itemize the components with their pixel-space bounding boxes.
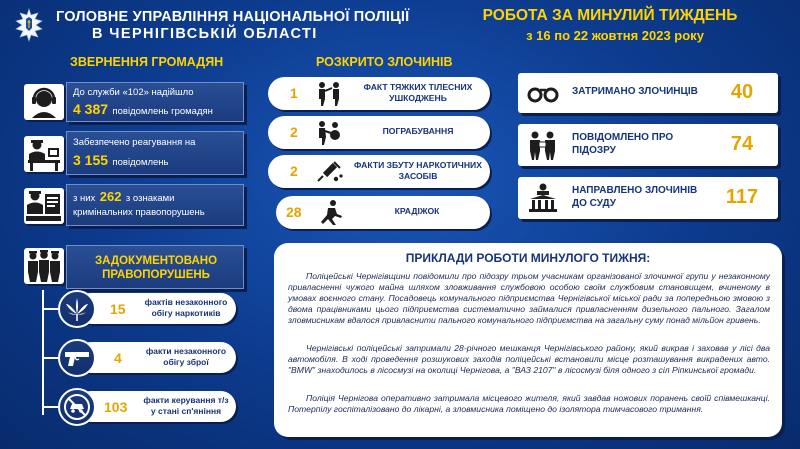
documented-item-1 [76,293,236,324]
documented-1-icon-circle [58,290,96,328]
appeal-1-value: 4 387 [73,101,109,117]
documented-item-2 [76,342,236,373]
stat-detained-label: ЗАТРИМАНО ЗЛОЧИНЦІВ [572,86,698,97]
documented-1-label: фактів незаконного обігу наркотиків [144,297,228,318]
stat-suspicion-value: 74 [730,133,754,155]
solved-item-1 [268,77,490,110]
police-report-icon [24,188,64,224]
solved-item-4 [276,196,490,229]
stat-card-detained [518,73,778,113]
handcuffs-icon [526,78,560,108]
assault-icon [314,80,344,107]
appeal-1-post: повідомлень громадян [112,106,213,117]
org-title-line2: В ЧЕРНІГІВСЬКІЙ ОБЛАСТІ [92,26,318,42]
documented-title: ЗАДОКУМЕНТОВАНО ПРАВОПОРУШЕНЬ [94,255,218,281]
stat-card-court [518,177,778,219]
stat-suspicion-label: ПОВІДОМЛЕНО ПРО ПІДОЗРУ [572,132,674,156]
documented-3-icon-circle [58,388,96,426]
solved-item-3 [268,155,490,188]
documented-2-label: факти незаконного обігу зброї [145,346,227,367]
appeal-2-post: повідомлень [112,157,169,168]
appeals-title: ЗВЕРНЕННЯ ГРОМАДЯН [70,55,224,69]
appeal-2-pre: Забезпечено реагування на [73,137,196,148]
appeal-3-post-b: кримінальних правопорушень [73,207,205,218]
solved-4-label: КРАДІЖОК [394,206,440,216]
solved-1-value: 1 [290,85,298,101]
example-paragraph-1: Поліцейські Чернігівщини повідомили про підозру трьом учасникам організованої злочинної групи у незаконному привласненні чужого майна шляхом зловживання службовою особою своїм службовим становищем, вчиненому в умовах воєнного стану. Посадовець комунального підприємства Чернігівської міської ради за попередньою змовою з двома працівниками цього підприємства систематично займалися привласненням дизельного пального. Загалом зловмисникам вдалося привласнити пального комунального підприємства на загальну суму понад мільйон гривень. [288,271,770,325]
drunk-driving-icon [60,390,94,424]
appeal-card-2 [66,131,244,175]
documented-2-value: 4 [114,350,122,366]
appeal-icon-box-3 [24,188,64,224]
appeal-3-value: 262 [99,189,122,204]
documented-1-value: 15 [110,301,126,317]
org-title-line1: ГОЛОВНЕ УПРАВЛІННЯ НАЦІОНАЛЬНОЇ ПОЛІЦІЇ [56,9,410,25]
example-paragraph-3: Поліція Чернігова оперативно затримала місцевого жителя, який завдав ножових поранень своїй співмешканці. Потерпілу госпіталізовано до лікарні, а зловмисника поміщено до ізолятора тимчасового тримання. [288,393,770,414]
solved-1-label: ФАКТ ТЯЖКИХ ТІЛЕСНИХ УШКОДЖЕНЬ [363,82,473,103]
robbery-icon [314,119,344,146]
stat-detained-value: 40 [730,81,754,103]
stat-card-suspicion [518,124,778,166]
documented-item-3 [76,391,236,422]
solved-2-value: 2 [290,124,298,140]
examples-box [274,243,782,437]
solved-3-label: ФАКТИ ЗБУТУ НАРКОТИЧНИХ ЗАСОБІВ [354,160,482,181]
appeal-card-1 [66,82,244,122]
solved-title: РОЗКРИТО ЗЛОЧИНІВ [316,55,453,69]
police-group-icon [24,248,64,284]
solved-item-2 [268,116,490,149]
appeal-3-pre: з них [73,193,96,204]
stat-court-value: 117 [725,186,759,208]
appeal-3-post-a: з ознаками [125,193,175,204]
documented-icon-box [24,248,64,284]
police-emblem-icon [14,8,44,42]
appeal-icon-box-2 [24,136,64,172]
appeal-1-pre: До служби «102» надійшло [73,87,194,98]
documented-3-value: 103 [104,399,128,415]
solved-2-label: ПОГРАБУВАННЯ [382,126,454,136]
documented-title-card [66,245,244,289]
report-period: з 16 по 22 жовтня 2023 року [526,28,704,43]
thief-running-icon [316,199,344,226]
examples-title: ПРИКЛАДИ РОБОТИ МИНУЛОГО ТИЖНЯ: [405,251,651,265]
drug-syringe-icon [314,158,344,185]
solved-4-value: 28 [286,204,302,220]
appeal-card-3 [66,184,244,226]
appeal-icon-box-1 [24,84,64,120]
report-title: РОБОТА ЗА МИНУЛИЙ ТИЖДЕНЬ [482,7,738,24]
documented-3-label: факти керування т/з у стані сп'яніння [143,395,229,416]
cannabis-leaf-icon [60,292,94,326]
example-paragraph-2: Чернігівські поліцейські затримали 28-річного мешканця Чернігівського району, який викрав і заховав у лісі два автомобіля. В ході проведення розшукових заходів поліцейські встановили місце розташування викрадених авто. "BMW" знаходилось в лісосмузі на околиці Чернігова, а "ВАЗ 2107" в лісосмузі біля одного з сіл Ріпкинської громади. [288,343,770,375]
headset-operator-icon [24,84,64,120]
appeal-2-value: 3 155 [73,152,109,168]
police-desk-icon [24,136,64,172]
suspect-notice-icon [526,129,560,161]
pistol-icon [60,341,94,375]
solved-3-value: 2 [290,163,298,179]
documented-2-icon-circle [58,339,96,377]
court-icon [526,182,560,214]
stat-court-label: НАПРАВЛЕНО ЗЛОЧИНІВ ДО СУДУ [572,185,698,209]
